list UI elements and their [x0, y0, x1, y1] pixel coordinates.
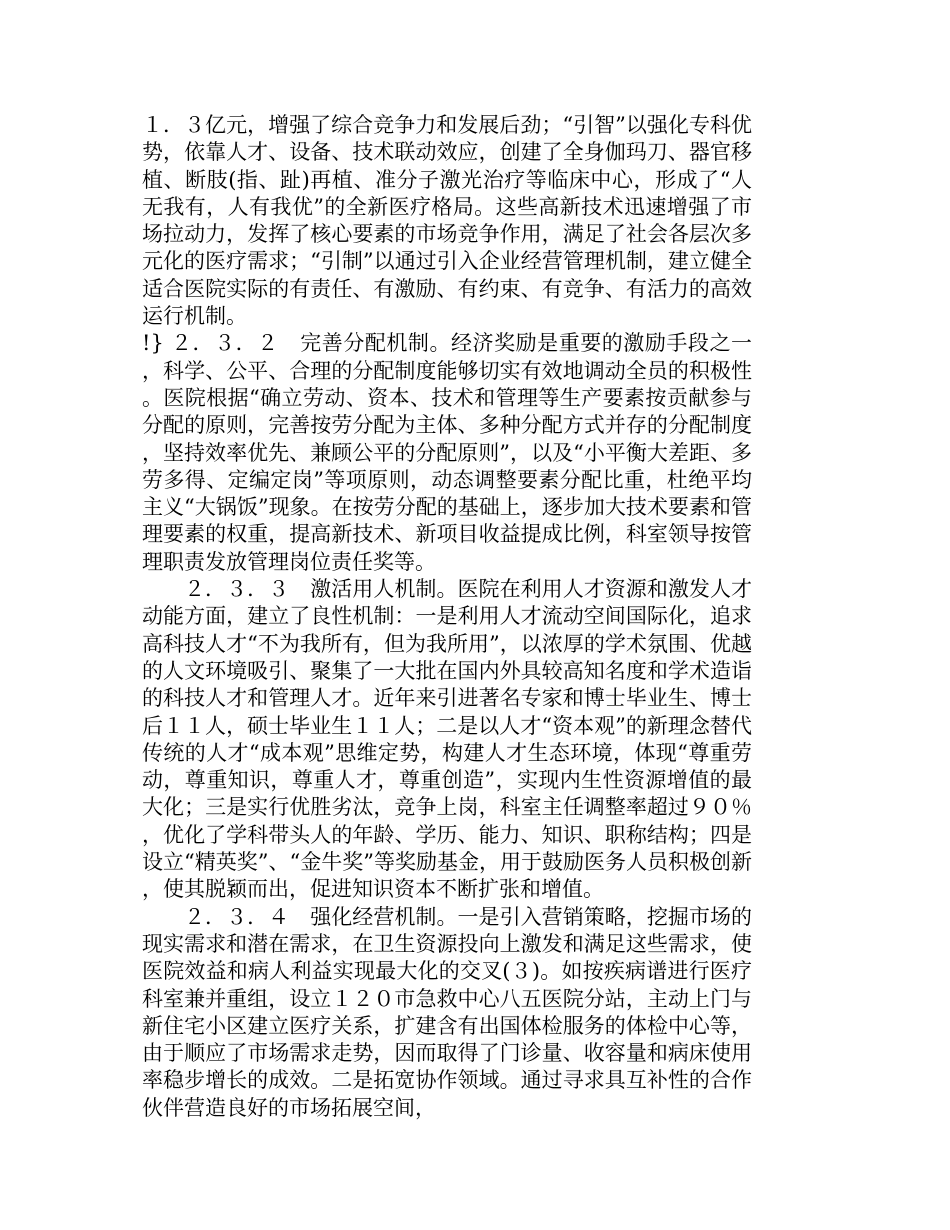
paragraph-2-3-4: ２．３．４ 强化经营机制。一是引入营销策略，挖掘市场的现实需求和潜在需求，在卫生资源投向上激发和满足这些需求，使医院效益和病人利益实现最大化的交叉(３)。如按疾病谱进行医疗科室兼并重组，设立１２０市急救中心八五医院分站，主动上门与新住宅小区建立医疗关系，扩建含有出国体检服务的体检中心等，由于顺应了市场需求走势，因而取得了门诊量、收容量和病床使用率稳步增长的成效。二是拓宽协作领域。通过寻求具互补性的合作伙伴营造良好的市场拓展空间，	[142, 904, 752, 1120]
paragraph-2-3-2	[142, 330, 752, 576]
document-page	[142, 112, 752, 1122]
paragraph-continuation: １．３亿元，增强了综合竞争力和发展后劲；“引智”以强化专科优势，依靠人才、设备、技术联动效应，创建了全身伽玛刀、器官移植、断肢(指、趾)再植、准分子激光治疗等临床中心，形成了“人无我有，人有我优”的全新医疗格局。这些高新技术迅速增强了市场拉动力，发挥了核心要素的市场竞争作用，满足了社会各层次多元化的医疗需求；“引制”以通过引入企业经营管理机制，建立健全适合医院实际的有责任、有激励、有约束、有竞争、有活力的高效运行机制。	[142, 113, 752, 329]
paragraph-2-3-2-text: ２．３．２ 完善分配机制。经济奖励是重要的激励手段之一，科学、公平、合理的分配制度能够切实有效地调动全员的积极性。医院根据“确立劳动、资本、技术和管理等生产要素按贡献参与分配的原则，完善按劳分配为主体、多种分配方式并存的分配制度，坚持效率优先、兼顾公平的分配原则”，以及“小平衡大差距、多劳多得、定编定岗”等项原则，动态调整要素分配比重，杜绝平均主义“大锅饭”现象。在按劳分配的基础上，逐步加大技术要素和管理要素的权重，提高新技术、新项目收益提成比例，科室领导按管理职责发放管理岗位责任奖等。	[142, 331, 752, 574]
stray-marker: !}	[142, 331, 172, 356]
paragraph-2-3-3: ２．３．３ 激活用人机制。医院在利用人才资源和激发人才动能方面，建立了良性机制：一是利用人才流动空间国际化，追求高科技人才“不为我所有，但为我所用”，以浓厚的学术氛围、优越的人文环境吸引、聚集了一大批在国内外具较高知名度和学术造诣的科技人才和管理人才。近年来引进著名专家和博士毕业生、博士后１１人，硕士毕业生１１人；二是以人才“资本观”的新理念替代传统的人才“成本观”思维定势，构建人才生态环境，体现“尊重劳动，尊重知识，尊重人才，尊重创造”，实现内生性资源增值的最大化；三是实行优胜劣汰，竞争上岗，科室主任调整率超过９０％，优化了学科带头人的年龄、学历、能力、知识、职称结构；四是设立“精英奖”、“金牛奖”等奖励基金，用于鼓励医务人员积极创新，使其脱颖而出，促进知识资本不断扩张和增值。	[142, 577, 752, 902]
